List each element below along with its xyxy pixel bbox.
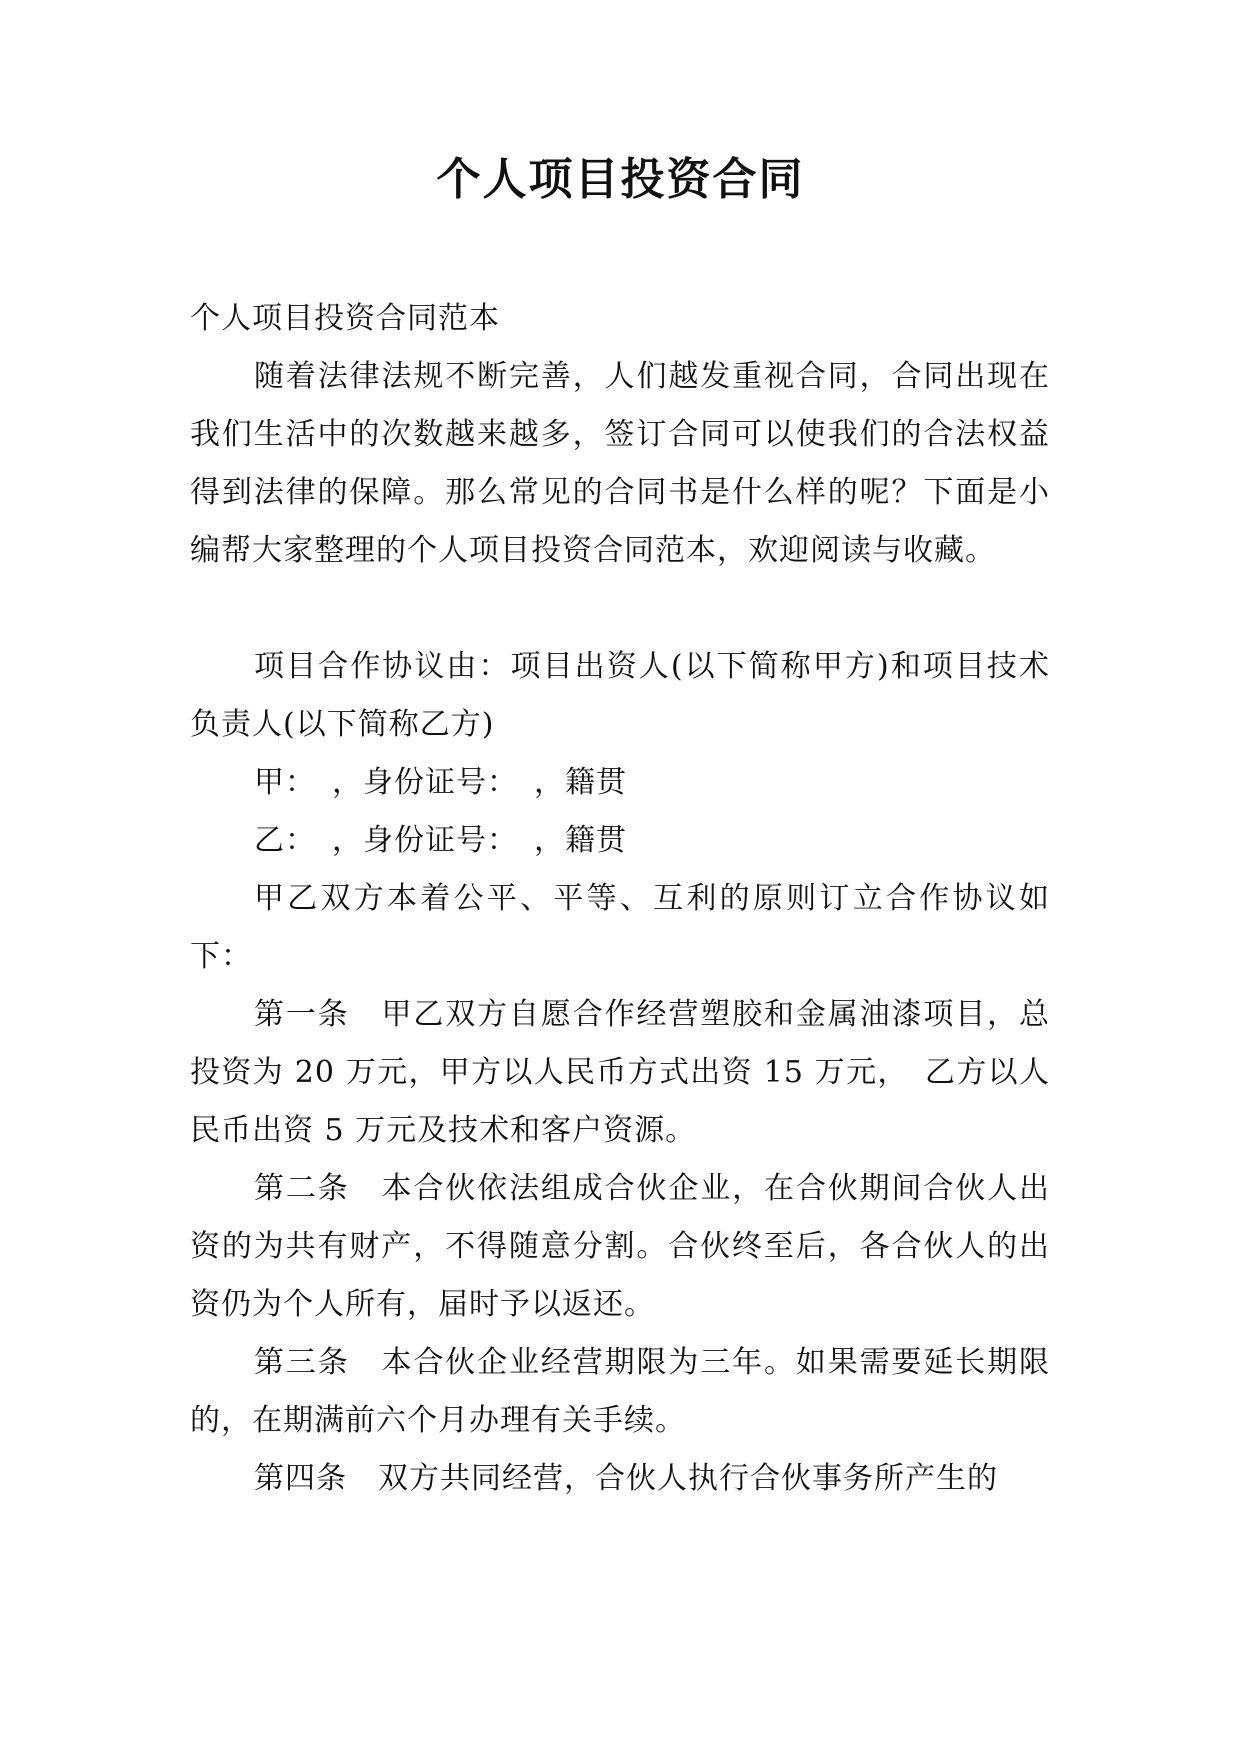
article-2: 第二条 本合伙依法组成合伙企业，在合伙期间合伙人出资的为共有财产，不得随意分割。合伙终至后，各合伙人的出资仍为个人所有，届时予以返还。 — [190, 1171, 1050, 1322]
document-body — [190, 290, 1050, 1508]
article-1: 第一条 甲乙双方自愿合作经营塑胶和金属油漆项目，总投资为 20 万元，甲方以人民币方式出资 15 万元， 乙方以人民币出资 5 万元及技术和客户资源。 — [190, 997, 1050, 1148]
subtitle-paragraph: 个人项目投资合同范本 — [190, 301, 500, 336]
party-b-line: 乙： ，身份证号： ，籍贯 — [254, 823, 627, 858]
intro-paragraph: 随着法律法规不断完善，人们越发重视合同，合同出现在我们生活中的次数越来越多，签订合同可以使我们的合法权益得到法律的保障。那么常见的合同书是什么样的呢？下面是小编帮大家整理的个人项目投资合同范本，欢迎阅读与收藏。 — [190, 359, 1050, 568]
agreement-parties-paragraph: 项目合作协议由：项目出资人(以下简称甲方)和项目技术负责人(以下简称乙方) — [190, 649, 1050, 742]
principle-paragraph: 甲乙双方本着公平、平等、互利的原则订立合作协议如下： — [190, 881, 1050, 974]
party-a-line: 甲： ，身份证号： ，籍贯 — [254, 765, 627, 800]
article-4: 第四条 双方共同经营，合伙人执行合伙事务所产生的 — [254, 1461, 998, 1496]
article-3: 第三条 本合伙企业经营期限为三年。如果需要延长期限的，在期满前六个月办理有关手续。 — [190, 1345, 1050, 1438]
document-title: 个人项目投资合同 — [436, 154, 805, 205]
